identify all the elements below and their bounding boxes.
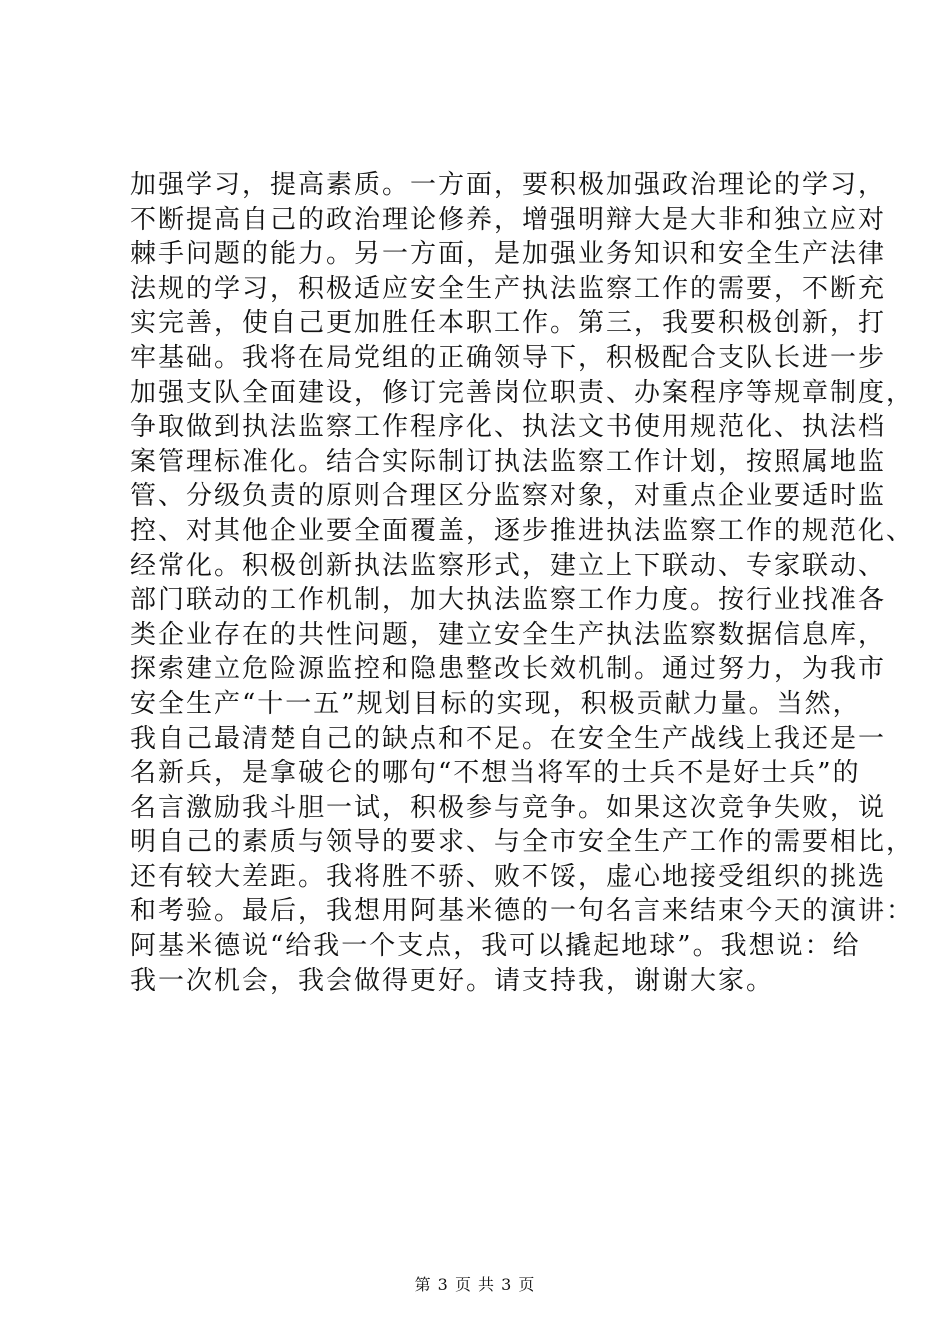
text-line: 安全生产“十一五”规划目标的实现，积极贡献力量。当然， — [130, 688, 861, 719]
text-line: 争取做到执法监察工作程序化、执法文书使用规范化、执法档 — [130, 412, 887, 443]
text-line: 还有较大差距。我将胜不骄、败不馁，虚心地接受组织的挑选 — [130, 861, 887, 892]
page-number-footer: 第 3 页 共 3 页 — [414, 1275, 536, 1294]
text-line: 加强学习，提高素质。一方面，要积极加强政治理论的学习， — [130, 170, 887, 200]
text-line: 名言激励我斗胆一试，积极参与竞争。如果这次竞争失败，说 — [130, 792, 887, 823]
text-line: 加强支队全面建设，修订完善岗位职责、办案程序等规章制度， — [130, 377, 915, 408]
text-line: 牢基础。我将在局党组的正确领导下，积极配合支队长进一步 — [130, 342, 887, 373]
text-line: 案管理标准化。结合实际制订执法监察工作计划，按照属地监 — [130, 446, 887, 477]
text-line: 法规的学习，积极适应安全生产执法监察工作的需要，不断充 — [130, 273, 887, 304]
text-line: 和考验。最后，我想用阿基米德的一句名言来结束今天的演讲： — [130, 896, 915, 927]
text-line: 经常化。积极创新执法监察形式，建立上下联动、专家联动、 — [130, 550, 887, 581]
text-line: 名新兵，是拿破仑的哪句“不想当将军的士兵不是好士兵”的 — [130, 758, 861, 789]
text-line: 部门联动的工作机制，加大执法监察工作力度。按行业找准各 — [130, 585, 887, 616]
text-line: 类企业存在的共性问题，建立安全生产执法监察数据信息库， — [130, 619, 887, 650]
text-line: 不断提高自己的政治理论修养，增强明辩大是大非和独立应对 — [130, 204, 887, 235]
text-line: 我自己最清楚自己的缺点和不足。在安全生产战线上我还是一 — [130, 723, 887, 754]
text-line: 实完善，使自己更加胜任本职工作。第三，我要积极创新，打 — [130, 308, 887, 339]
text-line: 明自己的素质与领导的要求、与全市安全生产工作的需要相比， — [130, 827, 915, 858]
text-line: 管、分级负责的原则合理区分监察对象，对重点企业要适时监 — [130, 481, 887, 512]
text-line: 我一次机会，我会做得更好。请支持我，谢谢大家。 — [130, 965, 775, 996]
text-line: 探索建立危险源监控和隐患整改长效机制。通过努力，为我市 — [130, 654, 887, 685]
text-line: 阿基米德说“给我一个支点，我可以撬起地球”。我想说：给 — [130, 931, 861, 962]
text-line: 棘手问题的能力。另一方面，是加强业务知识和安全生产法律 — [130, 239, 887, 270]
text-line: 控、对其他企业要全面覆盖，逐步推进执法监察工作的规范化、 — [130, 515, 915, 546]
body-paragraph — [130, 168, 915, 998]
